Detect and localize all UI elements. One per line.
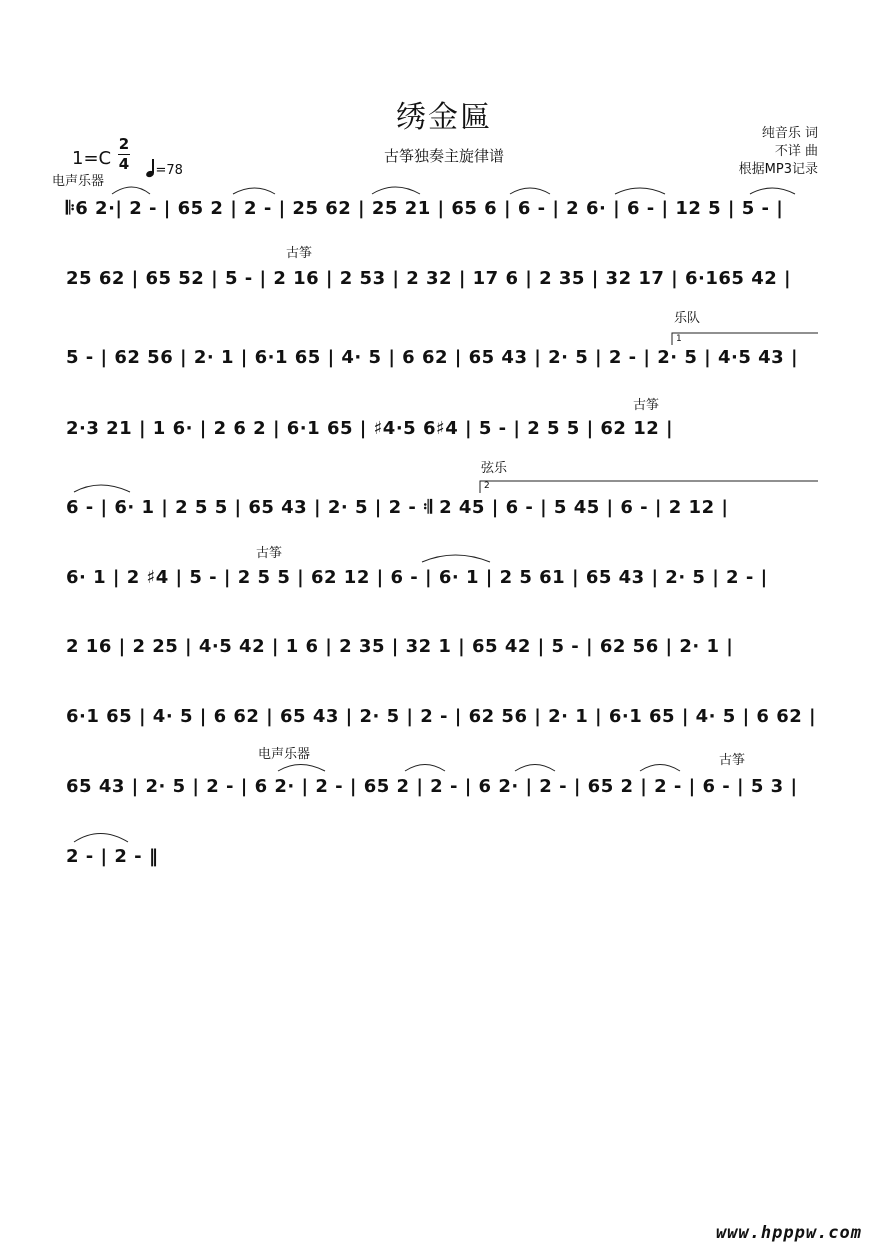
quarter-note-stem [152,159,154,173]
instrument-label-guzheng: 古筝 [256,546,283,561]
tempo-value: =78 [155,163,183,178]
instrument-label-guzheng: 古筝 [633,398,660,413]
watermark: www.hpppw.com [715,1223,862,1243]
tie-arc [750,188,795,194]
instrument-label-electronic: 电声乐器 [52,174,105,189]
source-note: 根据MP3记录 [738,162,818,177]
score-row-7: 2 16 | 2 25 | 4·5 42 | 1 6 | 2 35 | 32 1 | 65 42 | 5 - | 62 56 | 2· 1 | [66,636,734,657]
tie-arc [615,188,665,194]
volta-first-number: 1 [676,334,682,344]
time-signature [118,136,130,173]
time-signature-bottom: 4 [118,155,130,173]
score-row-5: 6 - | 6· 1 | 2 5 5 | 65 43 | 2· 5 | 2 - 𝄇 2 45 | 6 - | 5 45 | 6 - | 2 12 | [66,497,729,518]
score-row-3: 5 - | 62 56 | 2· 1 | 6·1 65 | 4· 5 | 6 62 | 65 43 | 2· 5 | 2 - | 2· 5 | 4·5 43 | [66,347,799,368]
instrument-label-strings: 弦乐 [481,461,508,476]
key-signature: 1=C [72,148,112,169]
tie-arc [515,765,555,772]
volta-second-number: 2 [484,481,490,491]
volta-bracket-first [672,333,818,345]
instrument-label-guzheng: 古筝 [719,753,746,768]
tie-arc [233,188,275,194]
song-title: 绣金匾 [396,100,492,135]
tempo-marking [146,160,183,178]
score-row-4: 2·3 21 | 1 6· | 2 6 2 | 6·1 65 | ♯4·5 6♯4 | 5 - | 2 5 5 | 62 12 | [66,418,674,439]
tie-arc [405,765,445,772]
tie-arc [74,834,128,843]
tie-arc [74,485,130,492]
score-row-10: 2 - | 2 - ‖ [66,846,159,867]
score-row-2: 25 62 | 65 52 | 5 - | 2 16 | 2 53 | 2 32 | 17 6 | 2 35 | 32 17 | 6·165 42 | [66,268,792,289]
tie-arc [112,187,150,194]
score-row-9: 65 43 | 2· 5 | 2 - | 6 2· | 2 - | 65 2 | 2 - | 6 2· | 2 - | 65 2 | 2 - | 6 - | 5 3 | [66,776,798,797]
score-row-6: 6· 1 | 2 ♯4 | 5 - | 2 5 5 | 62 12 | 6 - | 6· 1 | 2 5 61 | 65 43 | 2· 5 | 2 - | [66,567,768,588]
lyricist-credit: 纯音乐 词 [761,126,818,141]
score-row-1: 𝄆6 2·| 2 - | 65 2 | 2 - | 25 62 | 25 21 | 65 6 | 6 - | 2 6· | 6 - | 12 5 | 5 - | [66,198,784,219]
tie-arc [640,765,680,772]
instrument-label-electronic: 电声乐器 [258,747,311,762]
time-signature-top: 2 [118,135,130,153]
song-subtitle: 古筝独奏主旋律谱 [383,147,504,165]
tie-arc [422,555,490,562]
score-row-8: 6·1 65 | 4· 5 | 6 62 | 65 43 | 2· 5 | 2 - | 62 56 | 2· 1 | 6·1 65 | 4· 5 | 6 62 | [66,706,817,727]
tie-arc [278,765,325,772]
instrument-label-band: 乐队 [674,311,701,326]
volta-bracket-second [480,481,818,493]
tie-arc [510,188,550,194]
composer-credit: 不详 曲 [774,144,818,159]
tie-arc [372,187,420,194]
instrument-label-guzheng: 古筝 [286,246,313,261]
